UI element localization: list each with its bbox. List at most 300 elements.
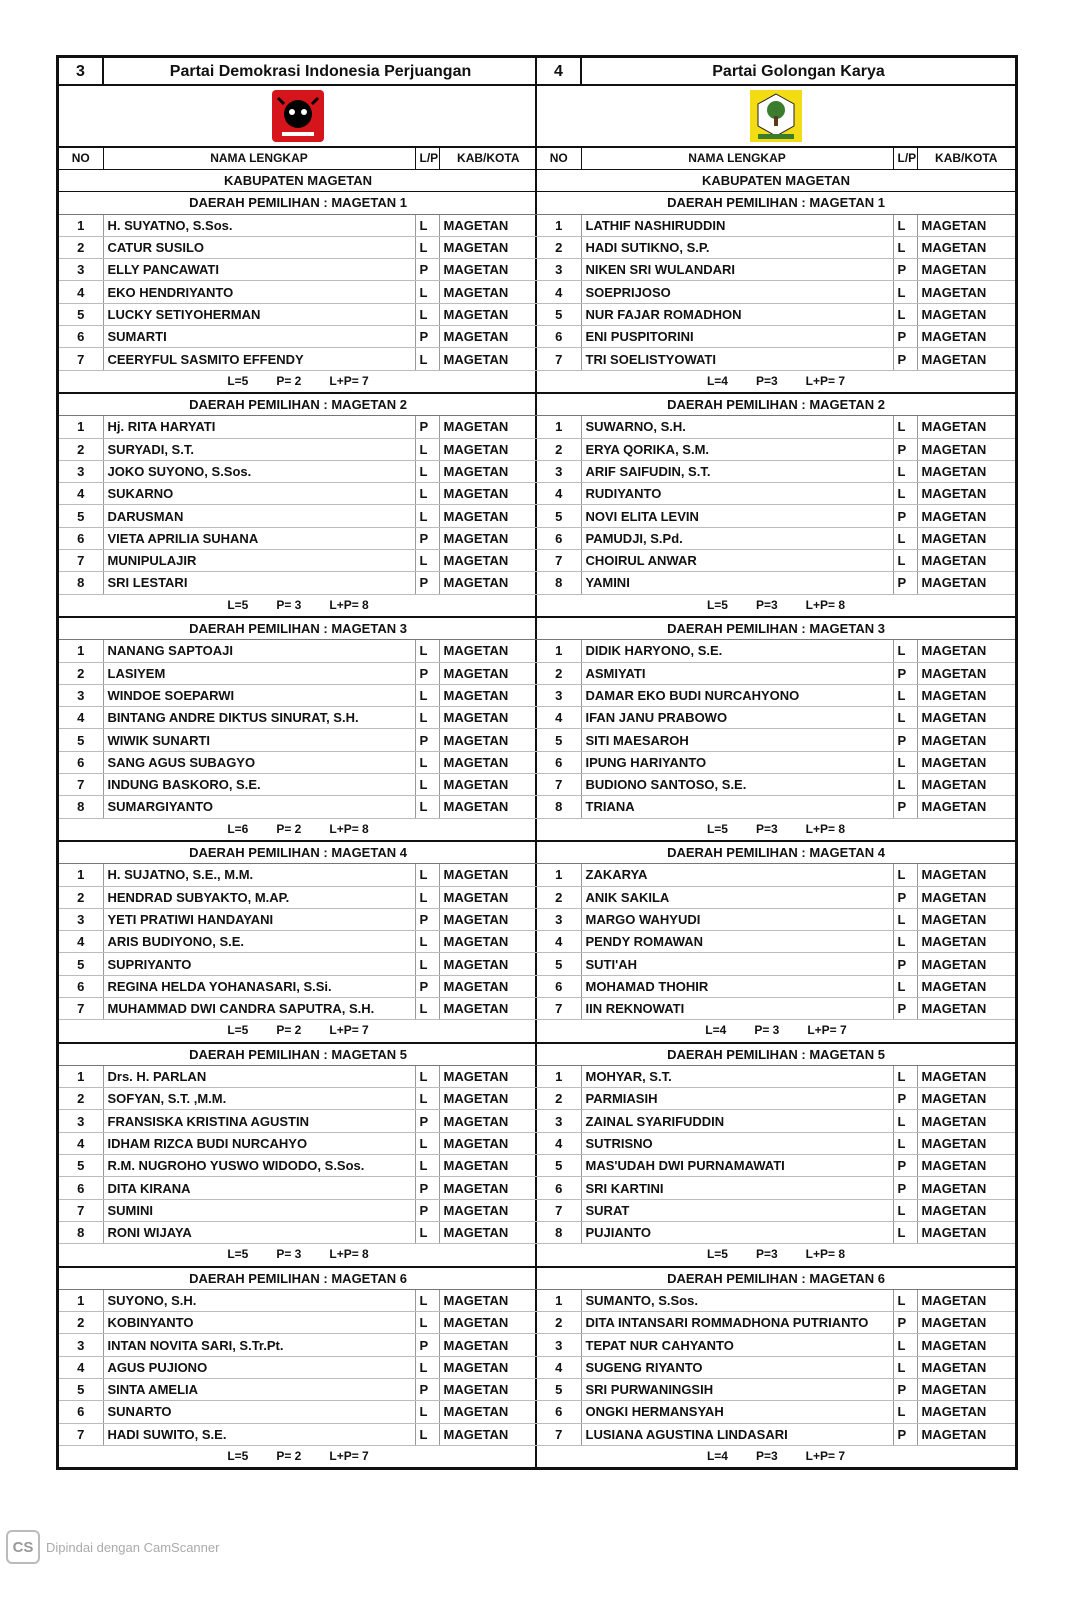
candidate-kab: MAGETAN bbox=[439, 1177, 537, 1199]
dapil-summary bbox=[59, 1244, 537, 1267]
summary-cell bbox=[537, 1244, 1015, 1267]
candidate-kab: MAGETAN bbox=[439, 729, 537, 751]
candidate-kab: MAGETAN bbox=[439, 438, 537, 460]
candidate-number: 1 bbox=[537, 864, 581, 886]
candidate-row bbox=[59, 236, 537, 258]
candidate-number: 1 bbox=[59, 1289, 103, 1311]
summary-cell bbox=[537, 370, 1015, 393]
candidate-row bbox=[537, 662, 1015, 684]
candidate-name: BINTANG ANDRE DIKTUS SINURAT, S.H. bbox=[103, 707, 415, 729]
dapil-header bbox=[537, 192, 1015, 214]
candidate-gender: P bbox=[893, 997, 917, 1019]
candidate-number: 3 bbox=[59, 1334, 103, 1356]
candidate-name: KOBINYANTO bbox=[103, 1312, 415, 1334]
candidate-row bbox=[537, 483, 1015, 505]
candidate-kab: MAGETAN bbox=[439, 1289, 537, 1311]
summary-cell bbox=[537, 1445, 1015, 1467]
summary-cell bbox=[59, 1244, 537, 1267]
candidate-gender: L bbox=[893, 640, 917, 662]
candidate-kab: MAGETAN bbox=[917, 1334, 1015, 1356]
party-number: 4 bbox=[537, 58, 581, 85]
dapil-summary bbox=[537, 818, 1015, 841]
candidate-gender: P bbox=[893, 259, 917, 281]
candidate-number: 7 bbox=[59, 1199, 103, 1221]
candidate-name: LASIYEM bbox=[103, 662, 415, 684]
candidate-kab: MAGETAN bbox=[439, 1088, 537, 1110]
summary-cell bbox=[59, 1020, 537, 1043]
candidate-row bbox=[59, 1423, 537, 1445]
candidate-row bbox=[537, 1110, 1015, 1132]
candidate-row bbox=[59, 1177, 537, 1199]
candidate-row bbox=[537, 640, 1015, 662]
candidate-name: SRI PURWANINGSIH bbox=[581, 1379, 893, 1401]
candidate-kab: MAGETAN bbox=[439, 550, 537, 572]
candidate-kab: MAGETAN bbox=[439, 774, 537, 796]
candidate-number: 7 bbox=[537, 550, 581, 572]
candidate-row bbox=[537, 751, 1015, 773]
candidate-number: 2 bbox=[59, 438, 103, 460]
candidate-row bbox=[537, 1177, 1015, 1199]
candidate-number: 7 bbox=[537, 774, 581, 796]
candidate-row bbox=[59, 1289, 537, 1311]
party-column bbox=[59, 58, 537, 1467]
candidate-name: SUYONO, S.H. bbox=[103, 1289, 415, 1311]
candidate-name: TRI SOELISTYOWATI bbox=[581, 348, 893, 370]
logo-cell bbox=[59, 85, 537, 147]
candidate-gender: P bbox=[415, 662, 439, 684]
candidate-kab: MAGETAN bbox=[439, 1356, 537, 1378]
candidate-gender: L bbox=[415, 281, 439, 303]
candidate-gender: L bbox=[415, 640, 439, 662]
candidate-number: 5 bbox=[537, 1379, 581, 1401]
candidate-number: 5 bbox=[537, 1155, 581, 1177]
candidate-row bbox=[537, 1356, 1015, 1378]
camscanner-icon: CS bbox=[6, 1530, 40, 1564]
candidate-name: MUNIPULAJIR bbox=[103, 550, 415, 572]
candidate-gender: L bbox=[415, 1065, 439, 1087]
dapil-header bbox=[59, 192, 537, 214]
candidate-row bbox=[537, 460, 1015, 482]
candidate-name: MAS'UDAH DWI PURNAMAWATI bbox=[581, 1155, 893, 1177]
candidate-row bbox=[59, 505, 537, 527]
candidate-name: NIKEN SRI WULANDARI bbox=[581, 259, 893, 281]
dapil-header bbox=[537, 841, 1015, 864]
candidate-row bbox=[537, 1289, 1015, 1311]
camscanner-watermark bbox=[6, 1530, 219, 1564]
summary-cell bbox=[59, 1445, 537, 1467]
candidate-kab: MAGETAN bbox=[439, 751, 537, 773]
candidate-row bbox=[537, 1379, 1015, 1401]
candidate-kab: MAGETAN bbox=[439, 1401, 537, 1423]
candidate-gender: P bbox=[893, 348, 917, 370]
candidate-row bbox=[537, 326, 1015, 348]
candidate-kab: MAGETAN bbox=[917, 953, 1015, 975]
candidate-gender: L bbox=[893, 684, 917, 706]
col-name-header: NAMA LENGKAP bbox=[581, 147, 893, 170]
candidate-gender: P bbox=[415, 1334, 439, 1356]
summary-total: L+P= 8 bbox=[329, 821, 369, 836]
candidate-row bbox=[537, 886, 1015, 908]
candidate-gender: L bbox=[893, 1401, 917, 1423]
candidate-kab: MAGETAN bbox=[439, 326, 537, 348]
candidate-row bbox=[59, 908, 537, 930]
candidate-name: TRIANA bbox=[581, 796, 893, 818]
candidate-kab: MAGETAN bbox=[917, 1221, 1015, 1243]
candidate-kab: MAGETAN bbox=[917, 527, 1015, 549]
candidate-number: 3 bbox=[59, 460, 103, 482]
candidate-name: IPUNG HARIYANTO bbox=[581, 751, 893, 773]
candidate-name: RONI WIJAYA bbox=[103, 1221, 415, 1243]
candidate-kab: MAGETAN bbox=[439, 236, 537, 258]
candidate-kab: MAGETAN bbox=[917, 236, 1015, 258]
watermark-text: Dipindai dengan CamScanner bbox=[46, 1539, 220, 1555]
candidate-number: 7 bbox=[537, 1199, 581, 1221]
candidate-kab: MAGETAN bbox=[439, 908, 537, 930]
candidate-row bbox=[59, 707, 537, 729]
candidate-name: SUMINI bbox=[103, 1199, 415, 1221]
candidate-gender: L bbox=[893, 751, 917, 773]
candidate-kab: MAGETAN bbox=[439, 886, 537, 908]
candidate-name: ENI PUSPITORINI bbox=[581, 326, 893, 348]
summary-male: L=5 bbox=[227, 597, 249, 612]
candidate-gender: L bbox=[415, 684, 439, 706]
candidate-number: 6 bbox=[59, 751, 103, 773]
candidate-number: 4 bbox=[59, 1356, 103, 1378]
candidate-row bbox=[537, 953, 1015, 975]
party-name: Partai Demokrasi Indonesia Perjuangan bbox=[103, 58, 537, 85]
col-lp-header: L/P bbox=[415, 147, 439, 170]
candidate-number: 4 bbox=[537, 1132, 581, 1154]
candidate-gender: L bbox=[893, 1221, 917, 1243]
candidate-number: 5 bbox=[59, 303, 103, 325]
candidate-name: YAMINI bbox=[581, 572, 893, 594]
candidate-kab: MAGETAN bbox=[917, 438, 1015, 460]
candidate-name: PAMUDJI, S.Pd. bbox=[581, 527, 893, 549]
candidate-number: 8 bbox=[59, 1221, 103, 1243]
candidate-row bbox=[59, 864, 537, 886]
candidate-row bbox=[537, 975, 1015, 997]
candidate-gender: L bbox=[415, 1155, 439, 1177]
candidate-gender: P bbox=[893, 326, 917, 348]
candidate-gender: L bbox=[415, 483, 439, 505]
candidate-number: 8 bbox=[537, 572, 581, 594]
dapil-summary bbox=[59, 1020, 537, 1043]
candidate-kab: MAGETAN bbox=[439, 303, 537, 325]
candidate-kab: MAGETAN bbox=[917, 572, 1015, 594]
candidate-row bbox=[537, 214, 1015, 236]
candidate-name: INDUNG BASKORO, S.E. bbox=[103, 774, 415, 796]
candidate-name: SITI MAESAROH bbox=[581, 729, 893, 751]
candidate-name: SUPRIYANTO bbox=[103, 953, 415, 975]
dapil-summary bbox=[59, 594, 537, 617]
candidate-name: NUR FAJAR ROMADHON bbox=[581, 303, 893, 325]
candidate-number: 2 bbox=[537, 1312, 581, 1334]
candidate-number: 3 bbox=[537, 684, 581, 706]
candidate-kab: MAGETAN bbox=[917, 1289, 1015, 1311]
candidate-kab: MAGETAN bbox=[917, 931, 1015, 953]
candidate-number: 1 bbox=[537, 1065, 581, 1087]
candidate-row bbox=[59, 572, 537, 594]
candidate-kab: MAGETAN bbox=[917, 1088, 1015, 1110]
candidate-row bbox=[59, 931, 537, 953]
candidate-kab: MAGETAN bbox=[439, 1199, 537, 1221]
candidate-name: ARIS BUDIYONO, S.E. bbox=[103, 931, 415, 953]
summary-male: L=5 bbox=[227, 1023, 249, 1038]
candidate-kab: MAGETAN bbox=[917, 707, 1015, 729]
candidate-kab: MAGETAN bbox=[917, 259, 1015, 281]
candidate-gender: L bbox=[893, 1334, 917, 1356]
candidate-name: SUNARTO bbox=[103, 1401, 415, 1423]
candidate-kab: MAGETAN bbox=[917, 303, 1015, 325]
candidate-number: 1 bbox=[59, 214, 103, 236]
candidate-gender: L bbox=[415, 1423, 439, 1445]
candidate-kab: MAGETAN bbox=[439, 975, 537, 997]
candidate-gender: P bbox=[893, 729, 917, 751]
candidate-number: 3 bbox=[537, 1110, 581, 1132]
candidate-kab: MAGETAN bbox=[439, 707, 537, 729]
summary-female: P= 2 bbox=[276, 1023, 302, 1038]
candidate-kab: MAGETAN bbox=[917, 214, 1015, 236]
dapil-header bbox=[537, 1267, 1015, 1290]
candidate-name: REGINA HELDA YOHANASARI, S.Si. bbox=[103, 975, 415, 997]
candidate-number: 1 bbox=[59, 416, 103, 438]
dapil-title: DAERAH PEMILIHAN : MAGETAN 3 bbox=[537, 617, 1015, 640]
candidate-number: 6 bbox=[59, 1401, 103, 1423]
column-header bbox=[59, 147, 537, 170]
candidate-row bbox=[59, 214, 537, 236]
candidate-gender: L bbox=[893, 236, 917, 258]
col-kab-header: KAB/KOTA bbox=[917, 147, 1015, 170]
candidate-number: 1 bbox=[537, 214, 581, 236]
candidate-gender: L bbox=[893, 931, 917, 953]
candidate-number: 5 bbox=[59, 729, 103, 751]
summary-female: P=3 bbox=[755, 1247, 778, 1262]
candidate-name: AGUS PUJIONO bbox=[103, 1356, 415, 1378]
candidate-name: MUHAMMAD DWI CANDRA SAPUTRA, S.H. bbox=[103, 997, 415, 1019]
candidate-kab: MAGETAN bbox=[439, 1423, 537, 1445]
candidate-gender: P bbox=[893, 662, 917, 684]
candidate-number: 7 bbox=[59, 1423, 103, 1445]
candidate-row bbox=[59, 997, 537, 1019]
candidate-sheet bbox=[56, 55, 1018, 1470]
candidate-row bbox=[537, 438, 1015, 460]
candidate-row bbox=[59, 1199, 537, 1221]
candidate-number: 1 bbox=[537, 1289, 581, 1311]
candidate-number: 8 bbox=[59, 572, 103, 594]
candidate-name: SUGENG RIYANTO bbox=[581, 1356, 893, 1378]
dapil-summary bbox=[537, 1020, 1015, 1043]
dapil-summary bbox=[537, 1244, 1015, 1267]
candidate-row bbox=[537, 281, 1015, 303]
candidate-name: SANG AGUS SUBAGYO bbox=[103, 751, 415, 773]
candidate-gender: P bbox=[415, 975, 439, 997]
candidate-name: HADI SUWITO, S.E. bbox=[103, 1423, 415, 1445]
summary-total: L+P= 8 bbox=[329, 597, 369, 612]
summary-female: P=3 bbox=[755, 373, 778, 388]
candidate-gender: L bbox=[893, 1199, 917, 1221]
candidate-gender: P bbox=[415, 572, 439, 594]
candidate-number: 1 bbox=[59, 1065, 103, 1087]
candidate-gender: P bbox=[415, 908, 439, 930]
candidate-gender: P bbox=[893, 796, 917, 818]
party-table bbox=[537, 58, 1015, 1467]
candidate-row bbox=[59, 1155, 537, 1177]
candidate-name: SUTI'AH bbox=[581, 953, 893, 975]
candidate-number: 8 bbox=[59, 796, 103, 818]
candidate-gender: L bbox=[415, 751, 439, 773]
candidate-kab: MAGETAN bbox=[917, 1132, 1015, 1154]
candidate-gender: L bbox=[893, 460, 917, 482]
candidate-name: SUMARGIYANTO bbox=[103, 796, 415, 818]
candidate-kab: MAGETAN bbox=[439, 662, 537, 684]
candidate-gender: L bbox=[893, 1132, 917, 1154]
candidate-row bbox=[537, 997, 1015, 1019]
candidate-number: 2 bbox=[537, 886, 581, 908]
candidate-name: CATUR SUSILO bbox=[103, 236, 415, 258]
candidate-gender: L bbox=[893, 281, 917, 303]
candidate-kab: MAGETAN bbox=[439, 864, 537, 886]
candidate-kab: MAGETAN bbox=[917, 348, 1015, 370]
candidate-number: 5 bbox=[59, 1379, 103, 1401]
candidate-row bbox=[537, 1312, 1015, 1334]
candidate-row bbox=[59, 326, 537, 348]
candidate-kab: MAGETAN bbox=[917, 483, 1015, 505]
summary-male: L=4 bbox=[705, 1023, 727, 1038]
candidate-number: 5 bbox=[59, 1155, 103, 1177]
candidate-kab: MAGETAN bbox=[439, 1155, 537, 1177]
candidate-row bbox=[537, 1401, 1015, 1423]
candidate-name: SOFYAN, S.T. ,M.M. bbox=[103, 1088, 415, 1110]
candidate-number: 6 bbox=[59, 527, 103, 549]
candidate-kab: MAGETAN bbox=[439, 348, 537, 370]
dapil-title: DAERAH PEMILIHAN : MAGETAN 6 bbox=[59, 1267, 537, 1290]
candidate-row bbox=[59, 1088, 537, 1110]
candidate-gender: L bbox=[415, 1312, 439, 1334]
candidate-name: SOEPRIJOSO bbox=[581, 281, 893, 303]
candidate-name: FRANSISKA KRISTINA AGUSTIN bbox=[103, 1110, 415, 1132]
candidate-gender: P bbox=[415, 1199, 439, 1221]
logo-row bbox=[59, 85, 537, 147]
candidate-kab: MAGETAN bbox=[439, 1312, 537, 1334]
candidate-kab: MAGETAN bbox=[917, 997, 1015, 1019]
candidate-gender: L bbox=[893, 527, 917, 549]
candidate-gender: P bbox=[893, 886, 917, 908]
summary-cell bbox=[537, 818, 1015, 841]
candidate-kab: MAGETAN bbox=[917, 1177, 1015, 1199]
candidate-name: SUMANTO, S.Sos. bbox=[581, 1289, 893, 1311]
candidate-number: 3 bbox=[537, 460, 581, 482]
candidate-gender: P bbox=[415, 527, 439, 549]
kabupaten-row bbox=[537, 170, 1015, 192]
candidate-number: 7 bbox=[537, 997, 581, 1019]
candidate-gender: L bbox=[415, 1132, 439, 1154]
candidate-gender: L bbox=[893, 864, 917, 886]
candidate-name: ERYA QORIKA, S.M. bbox=[581, 438, 893, 460]
summary-cell bbox=[537, 1020, 1015, 1043]
candidate-row bbox=[59, 953, 537, 975]
candidate-gender: L bbox=[415, 886, 439, 908]
candidate-kab: MAGETAN bbox=[917, 326, 1015, 348]
candidate-kab: MAGETAN bbox=[917, 416, 1015, 438]
summary-total: L+P= 7 bbox=[805, 1449, 846, 1464]
candidate-kab: MAGETAN bbox=[917, 1356, 1015, 1378]
candidate-number: 3 bbox=[537, 1334, 581, 1356]
candidate-name: HENDRAD SUBYAKTO, M.AP. bbox=[103, 886, 415, 908]
candidate-number: 4 bbox=[59, 1132, 103, 1154]
candidate-name: MARGO WAHYUDI bbox=[581, 908, 893, 930]
candidate-kab: MAGETAN bbox=[917, 796, 1015, 818]
candidate-number: 2 bbox=[537, 236, 581, 258]
candidate-gender: L bbox=[415, 953, 439, 975]
candidate-number: 2 bbox=[59, 1088, 103, 1110]
candidate-name: EKO HENDRIYANTO bbox=[103, 281, 415, 303]
candidate-number: 1 bbox=[537, 640, 581, 662]
candidate-kab: MAGETAN bbox=[439, 1065, 537, 1087]
candidate-kab: MAGETAN bbox=[439, 1379, 537, 1401]
candidate-row bbox=[59, 550, 537, 572]
candidate-name: SRI LESTARI bbox=[103, 572, 415, 594]
candidate-kab: MAGETAN bbox=[439, 281, 537, 303]
candidate-gender: L bbox=[415, 438, 439, 460]
candidate-number: 6 bbox=[537, 1401, 581, 1423]
candidate-row bbox=[59, 1379, 537, 1401]
candidate-kab: MAGETAN bbox=[917, 1401, 1015, 1423]
candidate-name: DIDIK HARYONO, S.E. bbox=[581, 640, 893, 662]
candidate-name: H. SUYATNO, S.Sos. bbox=[103, 214, 415, 236]
candidate-kab: MAGETAN bbox=[439, 997, 537, 1019]
candidate-gender: L bbox=[415, 214, 439, 236]
summary-male: L=5 bbox=[706, 597, 728, 612]
candidate-kab: MAGETAN bbox=[917, 751, 1015, 773]
candidate-number: 6 bbox=[59, 326, 103, 348]
kabupaten-label: KABUPATEN MAGETAN bbox=[537, 170, 1015, 192]
candidate-kab: MAGETAN bbox=[917, 640, 1015, 662]
summary-male: L=6 bbox=[227, 821, 249, 836]
candidate-kab: MAGETAN bbox=[917, 1065, 1015, 1087]
candidate-gender: L bbox=[415, 1221, 439, 1243]
candidate-row bbox=[537, 527, 1015, 549]
candidate-gender: L bbox=[415, 707, 439, 729]
candidate-row bbox=[59, 1221, 537, 1243]
candidate-number: 2 bbox=[537, 438, 581, 460]
candidate-gender: L bbox=[893, 975, 917, 997]
candidate-name: PENDY ROMAWAN bbox=[581, 931, 893, 953]
candidate-name: Hj. RITA HARYATI bbox=[103, 416, 415, 438]
candidate-kab: MAGETAN bbox=[439, 505, 537, 527]
candidate-number: 7 bbox=[59, 348, 103, 370]
candidate-row bbox=[537, 303, 1015, 325]
candidate-row bbox=[59, 259, 537, 281]
candidate-row bbox=[537, 729, 1015, 751]
candidate-gender: L bbox=[415, 1401, 439, 1423]
candidate-number: 7 bbox=[537, 1423, 581, 1445]
dapil-title: DAERAH PEMILIHAN : MAGETAN 2 bbox=[537, 393, 1015, 416]
candidate-gender: P bbox=[415, 259, 439, 281]
candidate-number: 7 bbox=[537, 348, 581, 370]
summary-total: L+P= 7 bbox=[329, 1449, 369, 1464]
candidate-gender: L bbox=[415, 997, 439, 1019]
candidate-kab: MAGETAN bbox=[439, 1132, 537, 1154]
candidate-number: 1 bbox=[59, 640, 103, 662]
candidate-name: SUMARTI bbox=[103, 326, 415, 348]
candidate-row bbox=[59, 640, 537, 662]
candidate-row bbox=[537, 550, 1015, 572]
candidate-name: IDHAM RIZCA BUDI NURCAHYO bbox=[103, 1132, 415, 1154]
candidate-name: ZAINAL SYARIFUDDIN bbox=[581, 1110, 893, 1132]
candidate-number: 4 bbox=[59, 931, 103, 953]
candidate-number: 2 bbox=[537, 1088, 581, 1110]
candidate-name: HADI SUTIKNO, S.P. bbox=[581, 236, 893, 258]
